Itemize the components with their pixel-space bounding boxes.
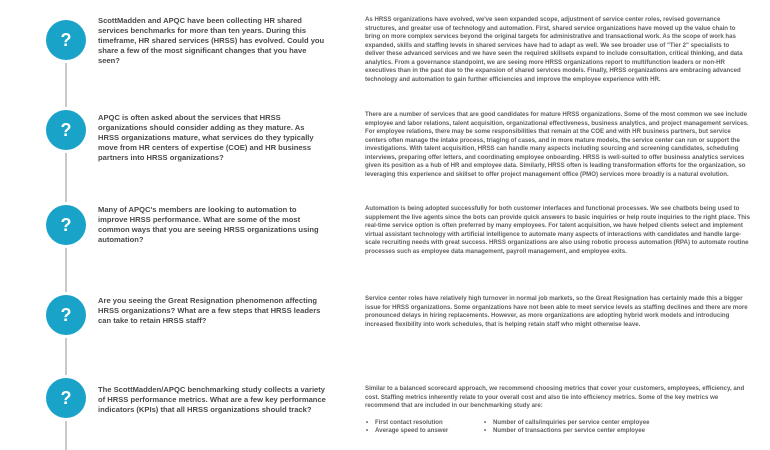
list-item: • Number of calls/inquiries per service center employee [491,419,711,428]
question-text: The ScottMadden/APQC benchmarking study collects a variety of HRSS performance metrics. What are a few key performance indicators (KPIs) that all HRSS organizations should track? [98,385,326,415]
list-item: • Average speed to answer [373,427,483,436]
answer-text: Service center roles have relatively high turnover in normal job markets, so the Great Resignation has certainly made this a bigger issue for HRSS organizations. Some organizations have not been able to meet service levels as staffing declines and there are more pronounced delays in hiring replacements. However, as more organizations are adopting hybrid work models and introducing increased flexibility into work schedules, that is helping retain staff who might otherwise leave. [365,295,748,328]
question-mark-icon: ? [46,20,86,60]
question-text: Are you seeing the Great Resignation phenomenon affecting HRSS organizations? What are a few steps that HRSS leaders can take to retain HRSS staff? [98,296,321,326]
answer-text: Similar to a balanced scorecard approach, we recommend choosing metrics that cover your customers, employees, efficiency, and cost. Staffing metrics inherently relate to your overall cost and also tie into efficiency metrics. Some of the key metrics we recommend that are included in our benchmarking study are: • First contact resolution • Average speed to answer • Number of calls/inquiries per service center employee • Number of transactions per service center employee [365,385,750,436]
question-text: ScottMadden and APQC have been collecting HR shared services benchmarks for more than ten years. During this timeframe, HR shared services (HRSS) has evolved. Could you share a few of the most significant changes that you have seen? [98,16,325,66]
question-text: APQC is often asked about the services that HRSS organizations should consider adding as they mature. As HRSS organizations mature, what services do they typically move from HR centers of expertise (COE) and HR business partners into HRSS organizations? [98,113,314,163]
question-mark-icon: ? [46,378,86,418]
list-item: • Number of transactions per service center employee [491,427,711,436]
question-text: Many of APQC's members are looking to automation to improve HRSS performance. What are some of the most common ways that you are seeing HRSS organizations using automation? [98,205,319,245]
answer-text: There are a number of services that are good candidates for mature HRSS organizations. Some of the most common we see include employee and labor relations, talent acquisition, organizational effectiveness, business analytics, and project management services. For employee relations, there may be some responsibilities that remain at the COE and with HR business partners, but service centers often manage the intake process, triaging of cases, and in more mature models, the service center can run or support the investigations. With talent acquisition, HRSS can handle many aspects including sourcing and screening candidates, scheduling interviews, preparing offer letters, and coordinating employee onboarding. HRSS is well-suited to offer business analytics services given its position as a hub of HR and employee data. Similarly, HRSS often is leading transformation efforts for the organization, so leveraging this experience and skillset to offer project management office (PMO) services more broadly is a natural evolution. [365,111,749,178]
question-mark-icon: ? [46,205,86,245]
answer-text: Automation is being adopted successfully for both customer interfaces and functional processes. We see chatbots being used to supplement the live agents since the bots can provide quick answers to basic inquiries or help route inquiries to the right place. This real-time service option is often preferred by many employees. For talent acquisition, we have helped clients select and implement virtual assistant technology with artificial intelligence to automate many aspects of interactions with candidates and handle large-scale recruiting needs with great success. HRSS organizations are also using robotic process automation (RPA) to automate routine processes such as employee data management, payroll management, and employee exits. [365,205,751,255]
question-mark-icon: ? [46,295,86,335]
list-item: • First contact resolution [373,419,483,428]
answer-text: As HRSS organizations have evolved, we've seen expanded scope, adjustment of service center roles, revised governance structures, and greater use of technology and automation. First, shared service organizations have moved up the value chain to bring on more complex services beyond the original targets for administrative and transactional work. As the scope of work has expanded, skills and staffing levels in shared services have had to adapt as well. We see broader use of "Tier 2" specialists to deliver these advanced services and we have seen the required skillsets expand to include consultation, critical thinking, and data analytics. From a governance standpoint, we are seeing more HRSS organizations report to multifunction leaders or non-HR executives than in the past due to the expansion of shared services models. Finally, HRSS organizations are embracing advanced technology and automation to gain further efficiencies and improve the employee experience with HR. [365,16,743,83]
question-mark-icon: ? [46,110,86,150]
